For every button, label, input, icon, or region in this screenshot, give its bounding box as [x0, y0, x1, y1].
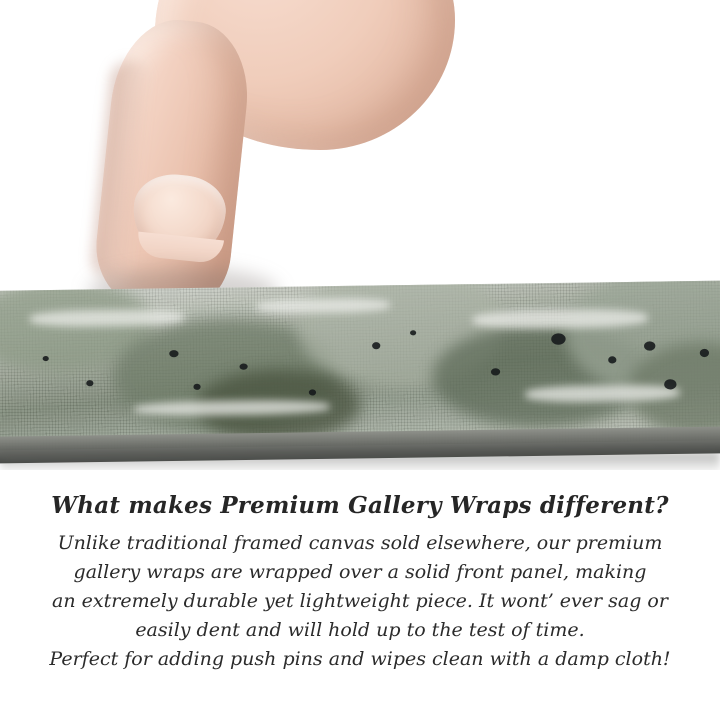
headline: What makes Premium Gallery Wraps different?: [51, 492, 669, 519]
body-line: gallery wraps are wrapped over a solid front panel, making: [73, 561, 647, 583]
canvas-edge-strip: [0, 281, 720, 451]
body-line: Unlike traditional framed canvas sold elsewhere, our premium: [57, 532, 663, 554]
marketing-copy: [0, 492, 720, 674]
body-line: easily dent and will hold up to the test of time.: [135, 619, 585, 641]
body-line: an extremely durable yet lightweight piece. It wont’ ever sag or: [52, 590, 668, 612]
body-line: Perfect for adding push pins and wipes clean with a damp cloth!: [49, 648, 671, 670]
canvas-drop-shadow: [0, 452, 720, 470]
